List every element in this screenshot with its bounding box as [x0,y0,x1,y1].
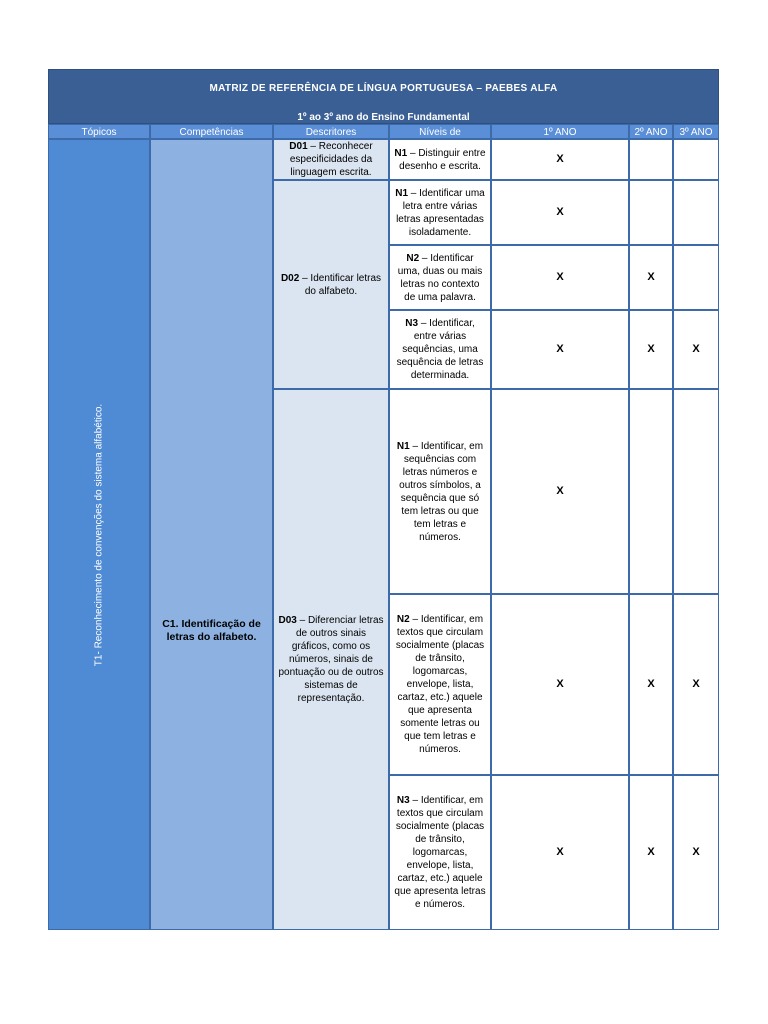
level-cell [389,594,491,775]
topic-label: T1- Reconhecimento de convenções do sistema alfabético. [93,403,105,666]
mark-ano2: X [629,245,673,310]
mark-ano2 [629,389,673,594]
level-text: – Identificar, entre várias sequências, uma sequência de letras determinada. [396,318,484,381]
header-ano3: 3º ANO [673,124,719,139]
level-text: – Identificar uma, duas ou mais letras no contexto de uma palavra. [397,252,483,303]
descriptor-text: – Diferenciar letras de outros sinais gráficos, como os números, sinais de pontuação ou de outros sistemas de representação. [278,615,384,704]
mark-ano3: X [673,310,719,389]
level-cell [389,775,491,930]
mark-ano1: X [491,775,629,930]
mark-ano3 [673,139,719,180]
descriptor-code: D02 [280,272,300,284]
mark-ano1: X [491,389,629,594]
competence-column [150,139,273,930]
mark-ano1: X [491,594,629,775]
level-code: N3 [396,795,410,806]
descriptor-text: – Identificar letras do alfabeto. [299,272,382,297]
level-cell [389,310,491,389]
mark-ano3: X [673,775,719,930]
mark-ano2: X [629,775,673,930]
level-code: N2 [406,252,420,264]
level-cell [389,245,491,310]
mark-ano1: X [491,139,629,180]
header-competencias: Competências [150,124,273,139]
mark-ano1: X [491,310,629,389]
level-text: – Identificar, em textos que circulam socialmente (placas de trânsito, logomarcas, envelope, lista, cartaz, etc.) aquele que apresenta letras e números. [394,795,486,910]
mark-ano2 [629,180,673,245]
topic-column [48,139,150,930]
header-topicos: Tópicos [48,124,150,139]
mark-ano2 [629,139,673,180]
mark-ano2: X [629,310,673,389]
mark-ano1: X [491,180,629,245]
descriptor-code: D03 [278,615,297,626]
header-niveis: Níveis de [389,124,491,139]
level-text: – Distinguir entre desenho e escrita. [399,147,486,172]
descriptor-d01 [273,139,389,180]
mark-ano3 [673,245,719,310]
level-cell [389,389,491,594]
header-ano2: 2º ANO [629,124,673,139]
mark-ano3 [673,180,719,245]
descriptor-code: D01 [289,141,308,152]
level-cell [389,139,491,180]
header-descritores: Descritores [273,124,389,139]
competence-label: C1. Identificação de letras do alfabeto. [162,618,261,643]
mark-ano2: X [629,594,673,775]
descriptor-d02 [273,180,389,389]
mark-ano3: X [673,594,719,775]
mark-ano1: X [491,245,629,310]
level-code: N1 [395,187,409,199]
descriptor-d03 [273,389,389,930]
document-title: MATRIZ DE REFERÊNCIA DE LÍNGUA PORTUGUESA – PAEBES ALFA [209,83,558,94]
level-text: – Identificar, em sequências com letras números e outros símbolos, a sequência que só tem letras ou que tem letras e números. [399,440,484,543]
level-text: – Identificar, em textos que circulam socialmente (placas de trânsito, logomarcas, envelope, lista, cartaz, etc.) aquele que apresenta somente letras ou que tem letras e números. [395,614,485,755]
level-text: – Identificar uma letra entre várias letras apresentadas isoladamente. [396,187,485,238]
level-code: N3 [405,318,419,329]
level-cell [389,180,491,245]
level-code: N1 [394,147,408,159]
level-code: N2 [396,614,410,625]
header-ano1: 1º ANO [491,124,629,139]
title-band [48,69,719,124]
mark-ano3 [673,389,719,594]
descriptor-text: – Reconhecer especificidades da linguagem escrita. [289,141,373,178]
document-subtitle: 1º ao 3º ano do Ensino Fundamental [297,112,470,123]
level-code: N1 [396,440,410,452]
